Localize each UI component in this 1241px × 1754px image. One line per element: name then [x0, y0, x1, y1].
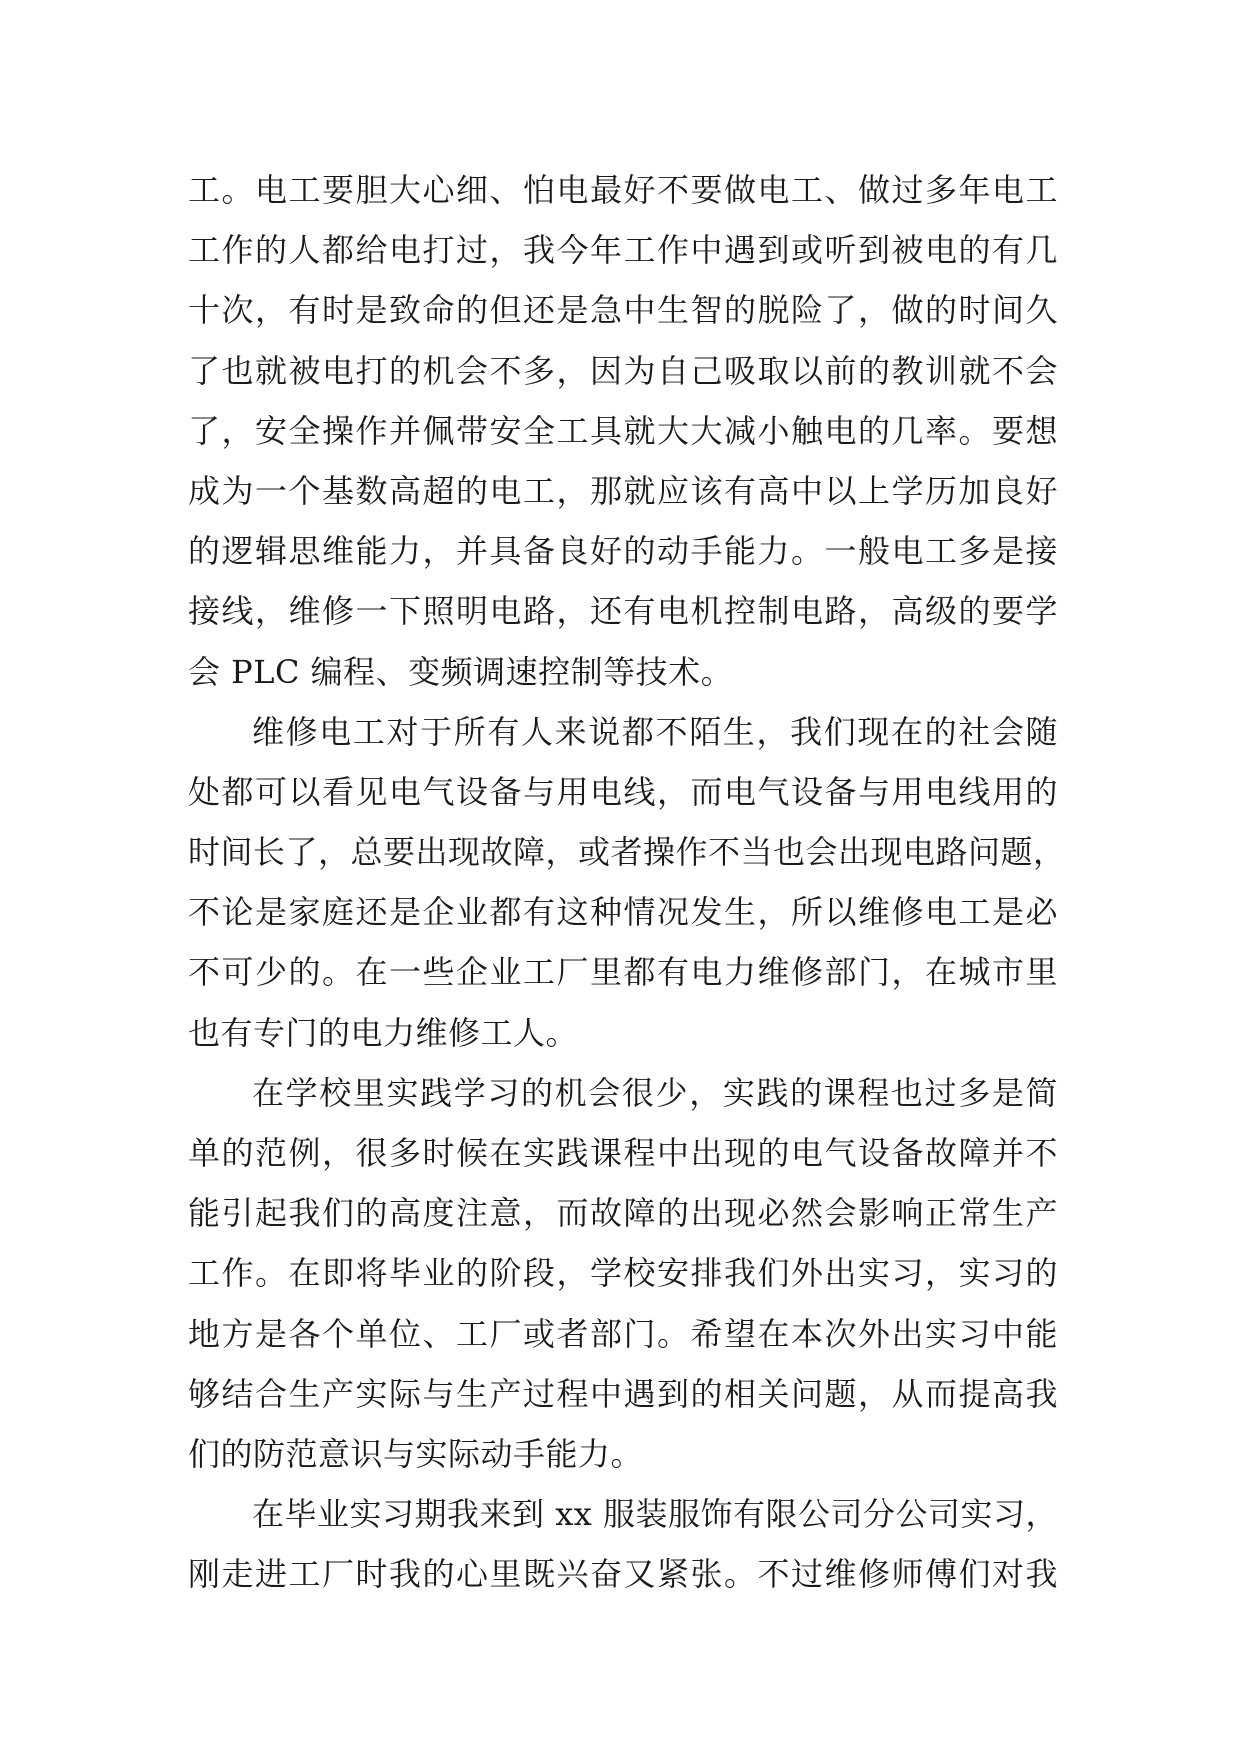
- text-line: 不可少的。在一些企业工厂里都有电力维修部门，在城市里: [188, 953, 1058, 992]
- text-line: 工作的人都给电打过，我今年工作中遇到或听到被电的有几: [188, 231, 1058, 270]
- body-text: [188, 160, 1066, 1605]
- text-line: 了也就被电打的机会不多，因为自己吸取以前的教训就不会: [188, 351, 1058, 390]
- text-line: 的逻辑思维能力，并具备良好的动手能力。一般电工多是接: [188, 532, 1058, 571]
- text-line: 在毕业实习期我来到 xx 服装服饰有限公司分公司实习，: [252, 1495, 1058, 1534]
- text-line: 单的范例，很多时候在实践课程中出现的电气设备故障并不: [188, 1134, 1058, 1172]
- text-line: 成为一个基数高超的电工，那就应该有高中以上学历加良好: [188, 471, 1058, 510]
- text-line: 工作。在即将毕业的阶段，学校安排我们外出实习，实习的: [188, 1254, 1058, 1293]
- text-line: 也有专门的电力维修工人。: [188, 1013, 579, 1052]
- text-line: 时间长了，总要出现故障，或者操作不当也会出现电路问题，: [188, 833, 1066, 872]
- text-line: 刚走进工厂时我的心里既兴奋又紧张。不过维修师傅们对我: [188, 1555, 1058, 1594]
- text-line: 接线，维修一下照明电路，还有电机控制电路，高级的要学: [188, 592, 1058, 631]
- text-line: 维修电工对于所有人来说都不陌生，我们现在的社会随: [252, 712, 1058, 751]
- text-line: 够结合生产实际与生产过程中遇到的相关问题，从而提高我: [188, 1374, 1058, 1413]
- text-line: 十次，有时是致命的但还是急中生智的脱险了，做的时间久: [188, 291, 1058, 330]
- text-line: 处都可以看见电气设备与用电线，而电气设备与用电线用的: [188, 772, 1058, 811]
- text-line: 不论是家庭还是企业都有这种情况发生，所以维修电工是必: [188, 893, 1058, 932]
- text-line: 工。电工要胆大心细、怕电最好不要做电工、做过多年电工: [188, 171, 1058, 209]
- text-line: 会 PLC 编程、变频调速控制等技术。: [188, 652, 734, 691]
- text-line: 能引起我们的高度注意，而故障的出现必然会影响正常生产: [188, 1194, 1058, 1233]
- text-line: 了，安全操作并佩带安全工具就大大减小触电的几率。要想: [188, 411, 1058, 450]
- text-line: 在学校里实践学习的机会很少，实践的课程也过多是简: [252, 1073, 1058, 1112]
- text-line: 地方是各个单位、工厂或者部门。希望在本次外出实习中能: [188, 1314, 1058, 1353]
- text-line: 们的防范意识与实际动手能力。: [188, 1434, 644, 1473]
